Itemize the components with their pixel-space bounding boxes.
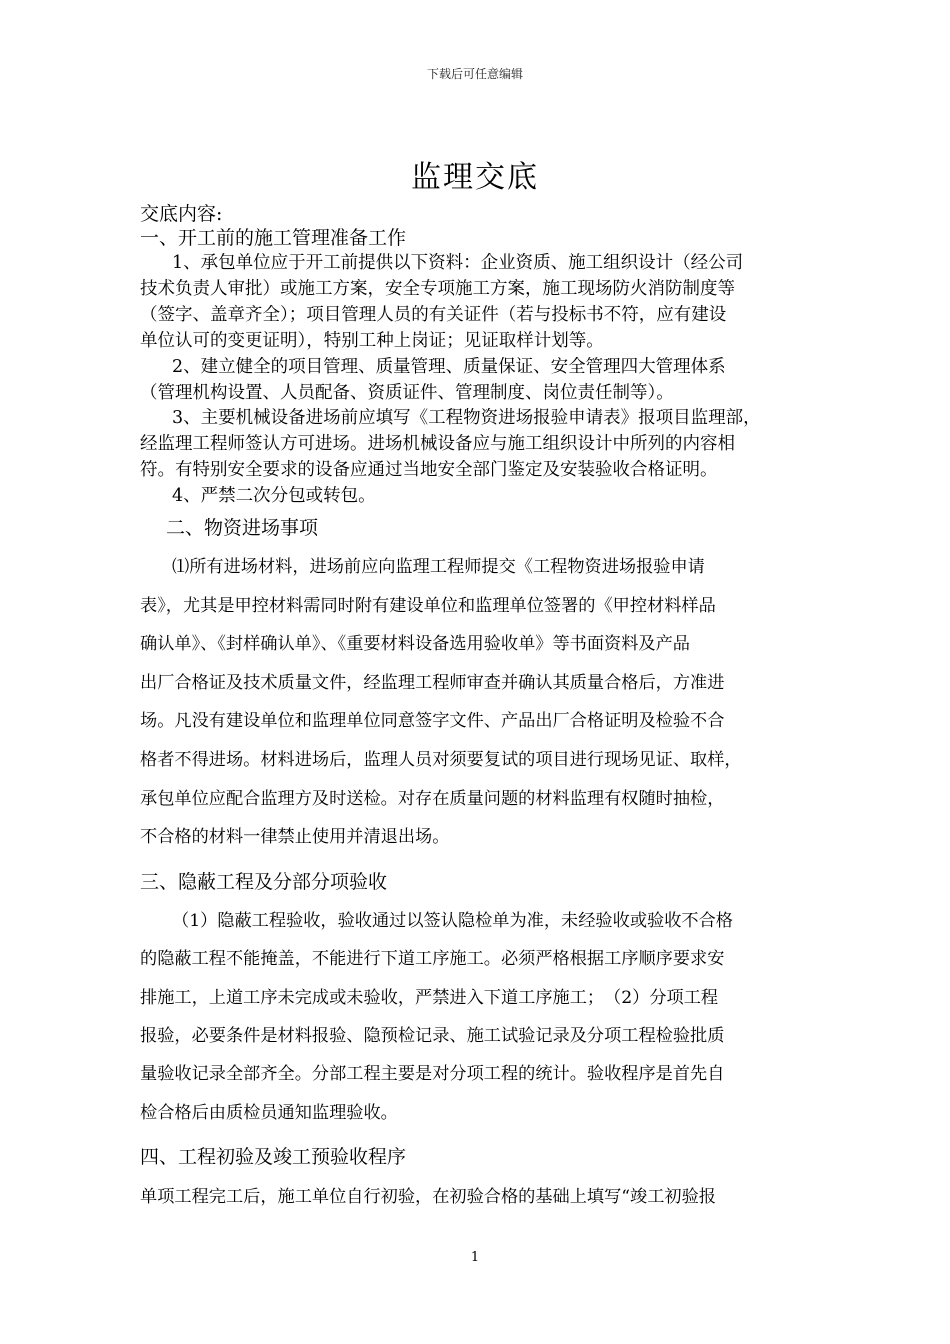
section-4-heading: 四、工程初验及竣工预验收程序 — [140, 1146, 407, 1168]
paragraph-line: （1）隐蔽工程验收，验收通过以签认隐检单为准，未经验收或验收不合格 — [172, 911, 733, 931]
paragraph-line: 排施工，上道工序未完成或未验收，严禁进入下道工序施工； （2）分项工程 — [140, 988, 719, 1008]
section-2-heading: 二、物资进场事项 — [166, 517, 319, 539]
page-header-note: 下载后可任意编辑 — [426, 67, 523, 81]
paragraph-line: 量验收记录全部齐全。分部工程主要是对分项工程的统计。验收程序是首先自 — [140, 1064, 725, 1084]
paragraph-line: 场。凡没有建设单位和监理单位同意签字文件、产品出厂合格证明及检验不合 — [140, 711, 725, 731]
paragraph-line: 的隐蔽工程不能掩盖，不能进行下道工序施工。必须严格根据工序顺序要求安 — [140, 949, 725, 969]
section-3-heading: 三、隐蔽工程及分部分项验收 — [140, 871, 388, 893]
document-title: 监理交底 — [411, 160, 539, 195]
paragraph-line: 1、承包单位应于开工前提供以下资料：企业资质、施工组织设计（经公司 — [172, 253, 744, 273]
paragraph-line: 检合格后由质检员通知监理验收。 — [140, 1103, 398, 1123]
paragraph-line: 3、主要机械设备进场前应填写《工程物资进场报验申请表》报项目监理部， — [172, 408, 761, 428]
paragraph-line: ⑴所有进场材料，进场前应向监理工程师提交《工程物资进场报验申请 — [172, 557, 705, 577]
paragraph-line: 不合格的材料一律禁止使用并清退出场。 — [140, 827, 450, 847]
paragraph-line: 确认单》、《封样确认单》、《重要材料设备选用验收单》等书面资料及产品 — [140, 634, 690, 654]
paragraph-line: 2、建立健全的项目管理、质量管理、质量保证、安全管理四大管理体系 — [172, 357, 726, 377]
paragraph-line: 格者不得进场。材料进场后，监理人员对须要复试的项目进行现场见证、取样， — [140, 750, 742, 770]
page-number: 1 — [470, 1250, 480, 1265]
paragraph-line: 承包单位应配合监理方及时送检。对存在质量问题的材料监理有权随时抽检， — [140, 789, 725, 809]
paragraph-line: 出厂合格证及技术质量文件，经监理工程师审查并确认其质量合格后，方准进 — [140, 673, 725, 693]
paragraph-line: （管理机构设置、人员配备、资质证件、管理制度、岗位责任制等）。 — [140, 383, 674, 403]
intro-label: 交底内容: — [140, 203, 223, 225]
paragraph-line: 单项工程完工后，施工单位自行初验，在初验合格的基础上填写“竣工初验报 — [140, 1187, 716, 1207]
paragraph-line: 经监理工程师签认方可进场。进场机械设备应与施工组织设计中所列的内容相 — [140, 434, 735, 454]
paragraph-line: 表》，尤其是甲控材料需同时附有建设单位和监理单位签署的《甲控材料样品 — [140, 596, 716, 616]
section-1-heading: 一、开工前的施工管理准备工作 — [140, 227, 407, 249]
paragraph-line: 4、严禁二次分包或转包。 — [172, 486, 376, 506]
paragraph-line: 单位认可的变更证明），特别工种上岗证；见证取样计划等。 — [140, 331, 604, 351]
paragraph-line: （签字、盖章齐全）；项目管理人员的有关证件（若与投标书不符，应有建设 — [140, 305, 727, 325]
paragraph-line: 报验，必要条件是材料报验、隐预检记录、施工试验记录及分项工程检验批质 — [140, 1026, 725, 1046]
paragraph-line: 技术负责人审批）或施工方案，安全专项施工方案，施工现场防火消防制度等 — [140, 279, 735, 299]
paragraph-line: 符。有特别安全要求的设备应通过当地安全部门鉴定及安装验收合格证明。 — [140, 460, 718, 480]
